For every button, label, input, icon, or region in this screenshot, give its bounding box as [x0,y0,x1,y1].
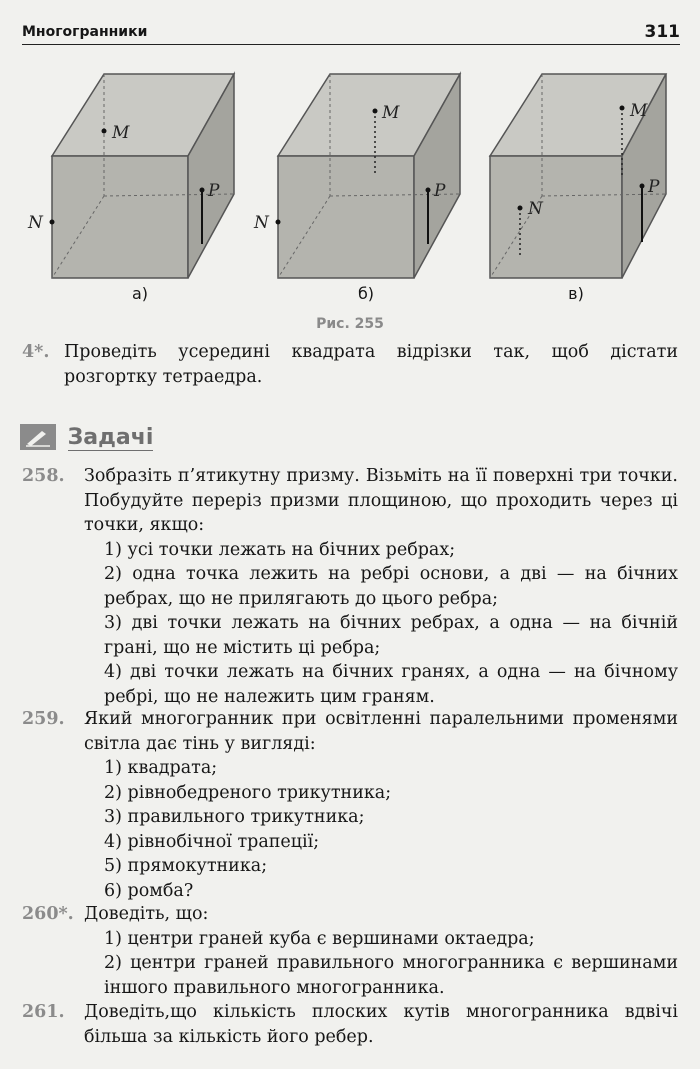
task-item: 6) ромба? [104,880,194,901]
point-p [426,188,431,193]
prism-drawing-a [16,66,246,281]
point-m-label: M [112,123,130,143]
task-item: 5) прямокутника; [104,856,268,876]
task-258 [22,464,678,709]
point-n-label: N [254,213,269,233]
section-heading [20,424,153,456]
point-p [640,184,645,189]
task-statement: Який многогранник при освітленні паралельними променями світла дає тінь у вигляді: [84,709,678,754]
figure-a [16,66,246,303]
front-face [52,156,188,278]
task-item: 3) правильного трикутника; [104,807,365,827]
page-header [22,22,680,45]
front-face [490,156,622,278]
point-m-label: M [382,103,400,123]
figure-a-caption: а) [131,284,149,303]
figure-row [16,66,688,316]
task-number: 259. [22,709,65,729]
figure-caption: Рис. 255 [316,316,384,332]
task-statement: Доведіть,що кількість плоских кутів многогранника вдвічі більша за кількість його ребер. [84,1002,678,1047]
point-p-label: P [208,181,220,201]
task-item: 1) усі точки лежать на бічних ребрах; [104,539,456,560]
section-heading-text: Задачі [67,424,154,450]
pencil-icon [20,424,56,450]
section-name: Многогранники [22,24,148,40]
figure-c-caption: в) [568,284,584,303]
prism-drawing-c [464,66,694,281]
task-259 [22,707,678,903]
point-n-label: N [28,213,43,233]
figure-c [464,66,694,303]
question-text: Проведіть усередині квадрата відрізки так, щоб дістати розгортку тетраедра. [64,342,678,387]
point-m [102,129,107,134]
task-number: 260*. [22,904,74,924]
question-number: 4*. [22,342,50,362]
task-item: 1) центри граней куба є вершинами октаедра; [104,928,535,949]
page-number: 311 [644,22,680,42]
point-p-label: P [648,177,660,197]
task-number: 261. [22,1002,65,1022]
point-p [200,188,205,193]
task-item: 2) рівнобедреного трикутника; [104,782,392,803]
point-m [620,106,625,111]
point-n-label: N [528,199,543,219]
figure-b-caption: б) [357,284,375,303]
task-statement: Доведіть, що: [84,904,209,924]
task-statement: Зобразіть п’ятикутну призму. Візьміть на її поверхні три точки. Побудуйте переріз призми площиною, що проходить через ці точки, якщо: [84,466,678,535]
figure-b [242,66,472,303]
task-261 [22,1000,678,1049]
task-item: 2) одна точка лежить на ребрі основи, а дві — на бічних ребрах, що не прилягають до цього ребра; [104,564,678,609]
task-item: 2) центри граней правильного многогранника є вершинами іншого правильного многогранника. [104,953,678,998]
question-4 [22,340,678,389]
front-face [278,156,414,278]
point-m-label: M [630,101,648,121]
point-n [518,206,523,211]
task-item: 4) дві точки лежать на бічних гранях, а одна — на бічному ребрі, що не належить цим граням. [104,662,678,707]
task-number: 258. [22,466,65,486]
point-m [373,109,378,114]
point-n [276,220,281,225]
task-item: 4) рівнобічної трапеції; [104,831,320,852]
task-260 [22,902,678,1000]
task-item: 1) квадрата; [104,758,218,778]
point-p-label: P [434,181,446,201]
prism-drawing-b [242,66,472,281]
point-n [50,220,55,225]
task-item: 3) дві точки лежать на бічних ребрах, а одна — на бічній грані, що не містить ці ребра; [104,613,678,658]
